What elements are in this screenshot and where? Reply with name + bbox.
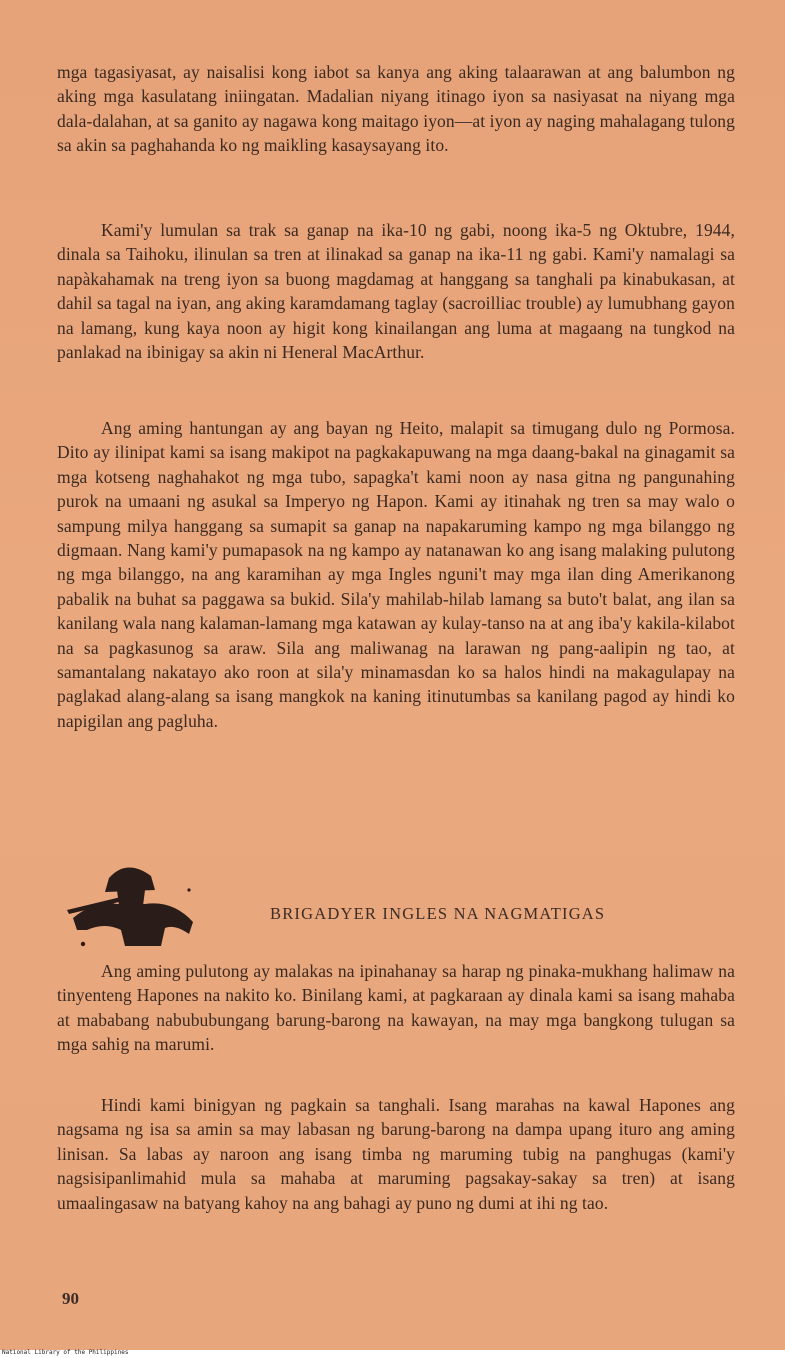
text-block-4 [57,959,735,1057]
page-number: 90 [62,1289,79,1308]
footer-credit: National Library of the Philippines [2,1349,129,1356]
text-block-1 [57,60,735,158]
soldier-silhouette-icon [65,860,197,950]
paragraph-2: Kami'y lumulan sa trak sa ganap na ika-10 ng gabi, noong ika-5 ng Oktubre, 1944, dinala sa Taihoku, ilinulan sa tren at ilinakad sa ganap na ika-11 ng gabi. Kami'y namalagi sa napàkahamak na treng iyon sa buong magdamag at hanggang sa tanghali pa kinabukasan, at dahil sa tagal na iyan, ang aking karamdamang taglay (sacroilliac trouble) ay lumubhang gayon na lamang, kung kaya noon ay higit kong kinailangan ang luma at magaang na tungkod na panlakad na ibinigay sa akin ni Heneral MacArthur. [57,220,735,363]
section-heading-row [57,860,735,955]
paragraph-1: mga tagasiyasat, ay naisalisi kong iabot sa kanya ang aking talaarawan at ang balumbon ng aking mga kasulatang iniingatan. Madalian niyang itinago iyon sa nasiyasat na niyang mga dala-dalahan, at sa ganito ay nagawa kong maitago iyon—at iyon ay naging mahalagang tulong sa akin sa paghahanda ko ng maikling kasaysayang ito. [57,62,735,156]
footer-bar [0,1350,785,1358]
paragraph-5: Hindi kami binigyan ng pagkain sa tanghali. Isang marahas na kawal Hapones ang nagsama ng isa sa amin sa may labasan ng barung-barong na dampa upang ituro ang aming linisan. Sa labas ay naroon ang isang timba ng maruming tubig na panghugas (kami'y nagsisipanlimahid mula sa mahaba at maruming pagsakay-sakay sa tren) at isang umaalingasaw na batyang kahoy na ang bahagi ay puno ng dumi at ihi ng tao. [57,1095,735,1213]
text-block-3 [57,416,735,733]
section-heading: BRIGADYER INGLES NA NAGMATIGAS [270,904,606,923]
text-block-2 [57,218,735,364]
text-block-5 [57,1093,735,1215]
paragraph-3: Ang aming hantungan ay ang bayan ng Heito, malapit sa timugang dulo ng Pormosa. Dito ay ilinipat kami sa isang makipot na pagkakapuwang na mga daang-bakal na ginagamit sa mga kotseng naghahakot ng mga tubo, sapagka't kami noon ay nasa gitna ng pangunahing purok na umaani ng asukal sa Imperyo ng Hapon. Kami ay itinahak ng tren sa may walo o sampung milya hanggang sa sumapit sa ganap na napakaruming kampo ng mga bilanggo ng digmaan. Nang kami'y pumapasok na ng kampo ay natanawan ko ang isang malaking pulutong ng mga bilanggo, na ang karamihan ay mga Ingles nguni't may mga ilan ding Amerikanong pabalik na buhat sa paggawa sa bukid. Sila'y mahilab-hilab lamang sa buto't balat, ang ilan sa kanilang wala nang kalaman-lamang mga katawan ay kulay-tanso na at ang iba'y kakila-kilabot na sa pagkasunog sa araw. Sila ang maliwanag na larawan ng pang-aalipin ng tao, at samantalang nakatayo ako roon at sila'y minamasdan ko sa halos hindi na makagulapay na paglakad alang-alang sa isang mangkok na kaning itinutumbas sa kanilang pagod ay hindi ko napigilan ang pagluha. [57,418,735,731]
paragraph-4: Ang aming pulutong ay malakas na ipinahanay sa harap ng pinaka-mukhang halimaw na tinyenteng Hapones na nakito ko. Binilang kami, at pagkaraan ay dinala kami sa isang mahaba at mababang nabububungang barung-barong na kawayan, na may mga bangkong tulugan sa mga sahig na marumi. [57,961,735,1055]
